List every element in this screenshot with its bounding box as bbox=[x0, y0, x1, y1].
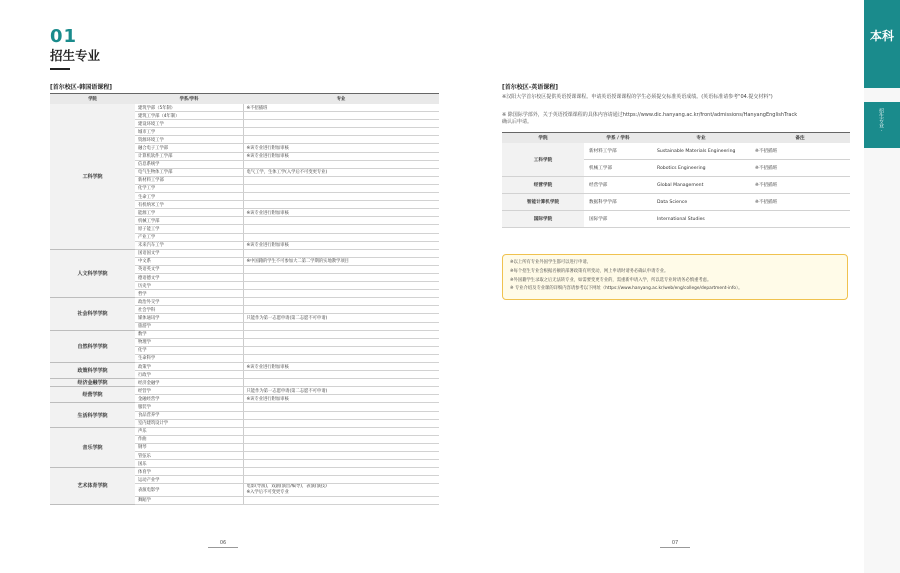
page-number-left: 06 bbox=[208, 540, 238, 552]
remark-cell: ※不招插班 bbox=[750, 194, 850, 211]
department-cell: 信息系统学 bbox=[135, 160, 243, 168]
tab-undergraduate[interactable]: 本科 bbox=[864, 0, 900, 88]
table-row bbox=[502, 177, 850, 194]
major-cell bbox=[243, 282, 439, 290]
korean-program-table bbox=[50, 93, 439, 505]
major-cell bbox=[243, 217, 439, 225]
major-cell bbox=[243, 338, 439, 346]
remark-cell bbox=[750, 211, 850, 228]
major-cell: ※该专业进行附加审核 bbox=[243, 152, 439, 160]
tab-majors-label: 招生专业 · bbox=[878, 108, 884, 132]
department-cell: 食品营养学 bbox=[135, 411, 243, 419]
major-cell bbox=[243, 184, 439, 192]
major-cell: ※不招插班 bbox=[243, 104, 439, 112]
department-cell: 新材料工学部 bbox=[584, 143, 652, 160]
major-cell: Robotics Engineering bbox=[652, 160, 750, 177]
college-cell: 社会科学学院 bbox=[50, 298, 135, 330]
department-cell: 新材料工学部 bbox=[135, 176, 243, 184]
department-cell: 城市工学 bbox=[135, 128, 243, 136]
major-cell bbox=[243, 128, 439, 136]
tab-majors[interactable] bbox=[864, 102, 900, 148]
department-cell: 服装学 bbox=[135, 403, 243, 411]
department-cell: 国际学部 bbox=[584, 211, 652, 228]
college-cell: 艺术体育学院 bbox=[50, 468, 135, 504]
english-note-2: ※ 除国际学部外，关于英语授课课程的具体内容请通过https://www.dic.hanyang.ac.kr/front/admissions/HanyangEnglishTrack确认后申请。 bbox=[502, 112, 798, 126]
major-cell bbox=[243, 298, 439, 306]
department-cell: 社会学科 bbox=[135, 306, 243, 314]
college-cell: 经济金融学院 bbox=[50, 379, 135, 387]
korean-table-caption: [首尔校区-韩国语课程] bbox=[50, 84, 112, 91]
header-college: 学院 bbox=[50, 94, 135, 105]
department-cell: 管弦乐 bbox=[135, 452, 243, 460]
notice-box bbox=[502, 254, 848, 300]
major-cell: ※该专业进行附加审核 bbox=[243, 395, 439, 403]
major-cell: ※该专业进行附加审核 bbox=[243, 209, 439, 217]
department-cell: 中文系 bbox=[135, 257, 243, 265]
major-cell bbox=[243, 330, 439, 338]
table-row bbox=[50, 403, 439, 411]
major-cell bbox=[243, 435, 439, 443]
department-cell: 电气生物体工学部 bbox=[135, 168, 243, 176]
department-cell: 国语国文学 bbox=[135, 249, 243, 257]
department-cell: 英语英文学 bbox=[135, 265, 243, 273]
department-cell: 钢琴 bbox=[135, 443, 243, 451]
college-cell: 工科学院 bbox=[50, 104, 135, 249]
department-cell: 表演电影学 bbox=[135, 484, 243, 496]
major-cell bbox=[243, 452, 439, 460]
table-row bbox=[50, 104, 439, 112]
department-cell: 机械工学部 bbox=[135, 217, 243, 225]
college-cell: 工科学院 bbox=[502, 143, 584, 177]
major-cell bbox=[243, 136, 439, 144]
college-cell: 国际学院 bbox=[502, 211, 584, 228]
major-cell: Sustainable Materials Engineering bbox=[652, 143, 750, 160]
department-cell: 物理学 bbox=[135, 338, 243, 346]
department-cell: 经济金融学 bbox=[135, 379, 243, 387]
major-cell: Global Management bbox=[652, 177, 750, 194]
major-cell bbox=[243, 322, 439, 330]
table-header-row bbox=[502, 133, 850, 144]
table-header-row bbox=[50, 94, 439, 105]
table-row bbox=[502, 194, 850, 211]
major-cell bbox=[243, 193, 439, 201]
major-cell: Data Science bbox=[652, 194, 750, 211]
major-cell bbox=[243, 403, 439, 411]
header-college: 学院 bbox=[502, 133, 584, 144]
remark-cell: ※不招插班 bbox=[750, 177, 850, 194]
major-cell bbox=[243, 496, 439, 504]
department-cell: 机械工学部 bbox=[584, 160, 652, 177]
department-cell: 作曲 bbox=[135, 435, 243, 443]
department-cell: 国乐 bbox=[135, 460, 243, 468]
major-cell bbox=[243, 476, 439, 484]
department-cell: 化学 bbox=[135, 346, 243, 354]
department-cell: 生命科学 bbox=[135, 354, 243, 362]
table-row bbox=[502, 143, 850, 160]
department-cell: 体育学 bbox=[135, 468, 243, 476]
college-cell: 生活科学学院 bbox=[50, 403, 135, 427]
major-cell: 电气工学，生体工学(入学后不可变更专业) bbox=[243, 168, 439, 176]
notice-line: ※外国籍学生录取之后无法转专业，如需要变更专业的，需重新申请入学，所以选专业时请务必慎重考虑。 bbox=[510, 277, 712, 283]
department-cell: 政策学 bbox=[135, 363, 243, 371]
english-program-table bbox=[502, 132, 850, 228]
table-row bbox=[50, 427, 439, 435]
major-cell bbox=[243, 354, 439, 362]
department-cell: 历史学 bbox=[135, 282, 243, 290]
department-cell: 德语德文学 bbox=[135, 273, 243, 281]
college-cell: 音乐学院 bbox=[50, 427, 135, 467]
side-decoration bbox=[872, 400, 894, 520]
remark-cell: ※不招插班 bbox=[750, 160, 850, 177]
major-cell bbox=[243, 468, 439, 476]
department-cell: 数据科学学部 bbox=[584, 194, 652, 211]
table-row bbox=[50, 387, 439, 395]
header-major: 专业 bbox=[652, 133, 750, 144]
major-cell bbox=[243, 249, 439, 257]
major-cell: ※该专业进行附加审核 bbox=[243, 241, 439, 249]
major-cell bbox=[243, 225, 439, 233]
department-cell: 经营学 bbox=[135, 387, 243, 395]
major-cell bbox=[243, 265, 439, 273]
major-cell: 只能作为第一志愿申请(第二志愿不可申请) bbox=[243, 387, 439, 395]
header-major: 专业 bbox=[243, 94, 439, 105]
title-rule bbox=[50, 68, 70, 70]
department-cell: 原子能工学 bbox=[135, 225, 243, 233]
major-cell: ※该专业进行附加审核 bbox=[243, 363, 439, 371]
table-row bbox=[50, 379, 439, 387]
major-cell: 只能作为第一志愿申请(第二志愿不可申请) bbox=[243, 314, 439, 322]
department-cell: 哲学 bbox=[135, 290, 243, 298]
table-row bbox=[50, 363, 439, 371]
major-cell bbox=[243, 443, 439, 451]
major-cell bbox=[243, 273, 439, 281]
department-cell: 建设环境工学 bbox=[135, 120, 243, 128]
department-cell: 室内建筑设计学 bbox=[135, 419, 243, 427]
major-cell bbox=[243, 176, 439, 184]
college-cell: 经营学院 bbox=[502, 177, 584, 194]
department-cell: 行政学 bbox=[135, 371, 243, 379]
department-cell: 经营学部 bbox=[584, 177, 652, 194]
major-cell bbox=[243, 460, 439, 468]
department-cell: 生命工学 bbox=[135, 193, 243, 201]
department-cell: 声乐 bbox=[135, 427, 243, 435]
page-number-right: 07 bbox=[660, 540, 690, 552]
notice-line: ※以上所有专业外国学生都可以进行申请。 bbox=[510, 260, 591, 265]
department-cell: 旅游学 bbox=[135, 322, 243, 330]
college-cell: 自然科学学院 bbox=[50, 330, 135, 362]
department-cell: 政治外交学 bbox=[135, 298, 243, 306]
department-cell: 资源环境工学 bbox=[135, 136, 243, 144]
major-cell bbox=[243, 160, 439, 168]
department-cell: 媒体通讯学 bbox=[135, 314, 243, 322]
major-cell bbox=[243, 371, 439, 379]
table-row bbox=[50, 468, 439, 476]
english-note-1: ※汉阳大学首尔校区提供英语授课课程。申请英语授课课程的学生必须提交标准英语成绩。(英语标准请参考"04.提交材料") bbox=[502, 94, 773, 100]
major-cell bbox=[243, 290, 439, 298]
department-cell: 有机纳米工学 bbox=[135, 201, 243, 209]
english-table-caption: [首尔校区-英语课程] bbox=[502, 84, 558, 91]
major-cell: ※该专业进行附加审核 bbox=[243, 144, 439, 152]
department-cell: 计算机软件工学部 bbox=[135, 152, 243, 160]
department-cell: 能源工学 bbox=[135, 209, 243, 217]
department-cell: 运动产业学 bbox=[135, 476, 243, 484]
major-cell bbox=[243, 120, 439, 128]
college-cell: 智能计算机学院 bbox=[502, 194, 584, 211]
major-cell bbox=[243, 306, 439, 314]
notice-line: ※每个招生专业会根据名额的部署政策有所变动，网上申请时请务必确认申请专业。 bbox=[510, 268, 669, 274]
notice-line: ※ 专业介绍及专业课的详细内容请参考以下网址（https://www.hanyang.ac.kr/web/eng/college/department-info）。 bbox=[510, 286, 743, 292]
department-cell: 未来汽车工学 bbox=[135, 241, 243, 249]
major-cell bbox=[243, 112, 439, 120]
department-cell: 数学 bbox=[135, 330, 243, 338]
department-cell: 建筑工学部（4年制） bbox=[135, 112, 243, 120]
header-department: 学系/学科 bbox=[135, 94, 243, 105]
table-row bbox=[502, 211, 850, 228]
major-cell: 电影(导演)，戏剧(演出/编导)，表演(演技) ※入学后不可变更专业 bbox=[243, 484, 439, 496]
department-cell: 融合电子工学部 bbox=[135, 144, 243, 152]
table-row bbox=[50, 249, 439, 257]
department-cell: 化学工学 bbox=[135, 184, 243, 192]
college-cell: 人文科学学院 bbox=[50, 249, 135, 298]
college-cell: 政策科学学院 bbox=[50, 363, 135, 379]
major-cell: ※中国籍的学生不可参加大二第二学期的实地教学项目 bbox=[243, 257, 439, 265]
college-cell: 经营学院 bbox=[50, 387, 135, 403]
department-cell: 产业工学 bbox=[135, 233, 243, 241]
remark-cell: ※不招插班 bbox=[750, 143, 850, 160]
section-number: 01 bbox=[50, 26, 78, 47]
department-cell: 建筑学部（5年制） bbox=[135, 104, 243, 112]
table-row bbox=[50, 298, 439, 306]
header-department: 学系 / 学科 bbox=[584, 133, 652, 144]
major-cell bbox=[243, 411, 439, 419]
department-cell: 金融经营学 bbox=[135, 395, 243, 403]
major-cell bbox=[243, 379, 439, 387]
header-remark: 备注 bbox=[750, 133, 850, 144]
major-cell bbox=[243, 427, 439, 435]
major-cell: International Studies bbox=[652, 211, 750, 228]
major-cell bbox=[243, 201, 439, 209]
major-cell bbox=[243, 419, 439, 427]
major-cell bbox=[243, 233, 439, 241]
department-cell: 舞蹈学 bbox=[135, 496, 243, 504]
page-title: 招生专业 bbox=[50, 48, 101, 63]
table-row bbox=[50, 330, 439, 338]
major-cell bbox=[243, 346, 439, 354]
